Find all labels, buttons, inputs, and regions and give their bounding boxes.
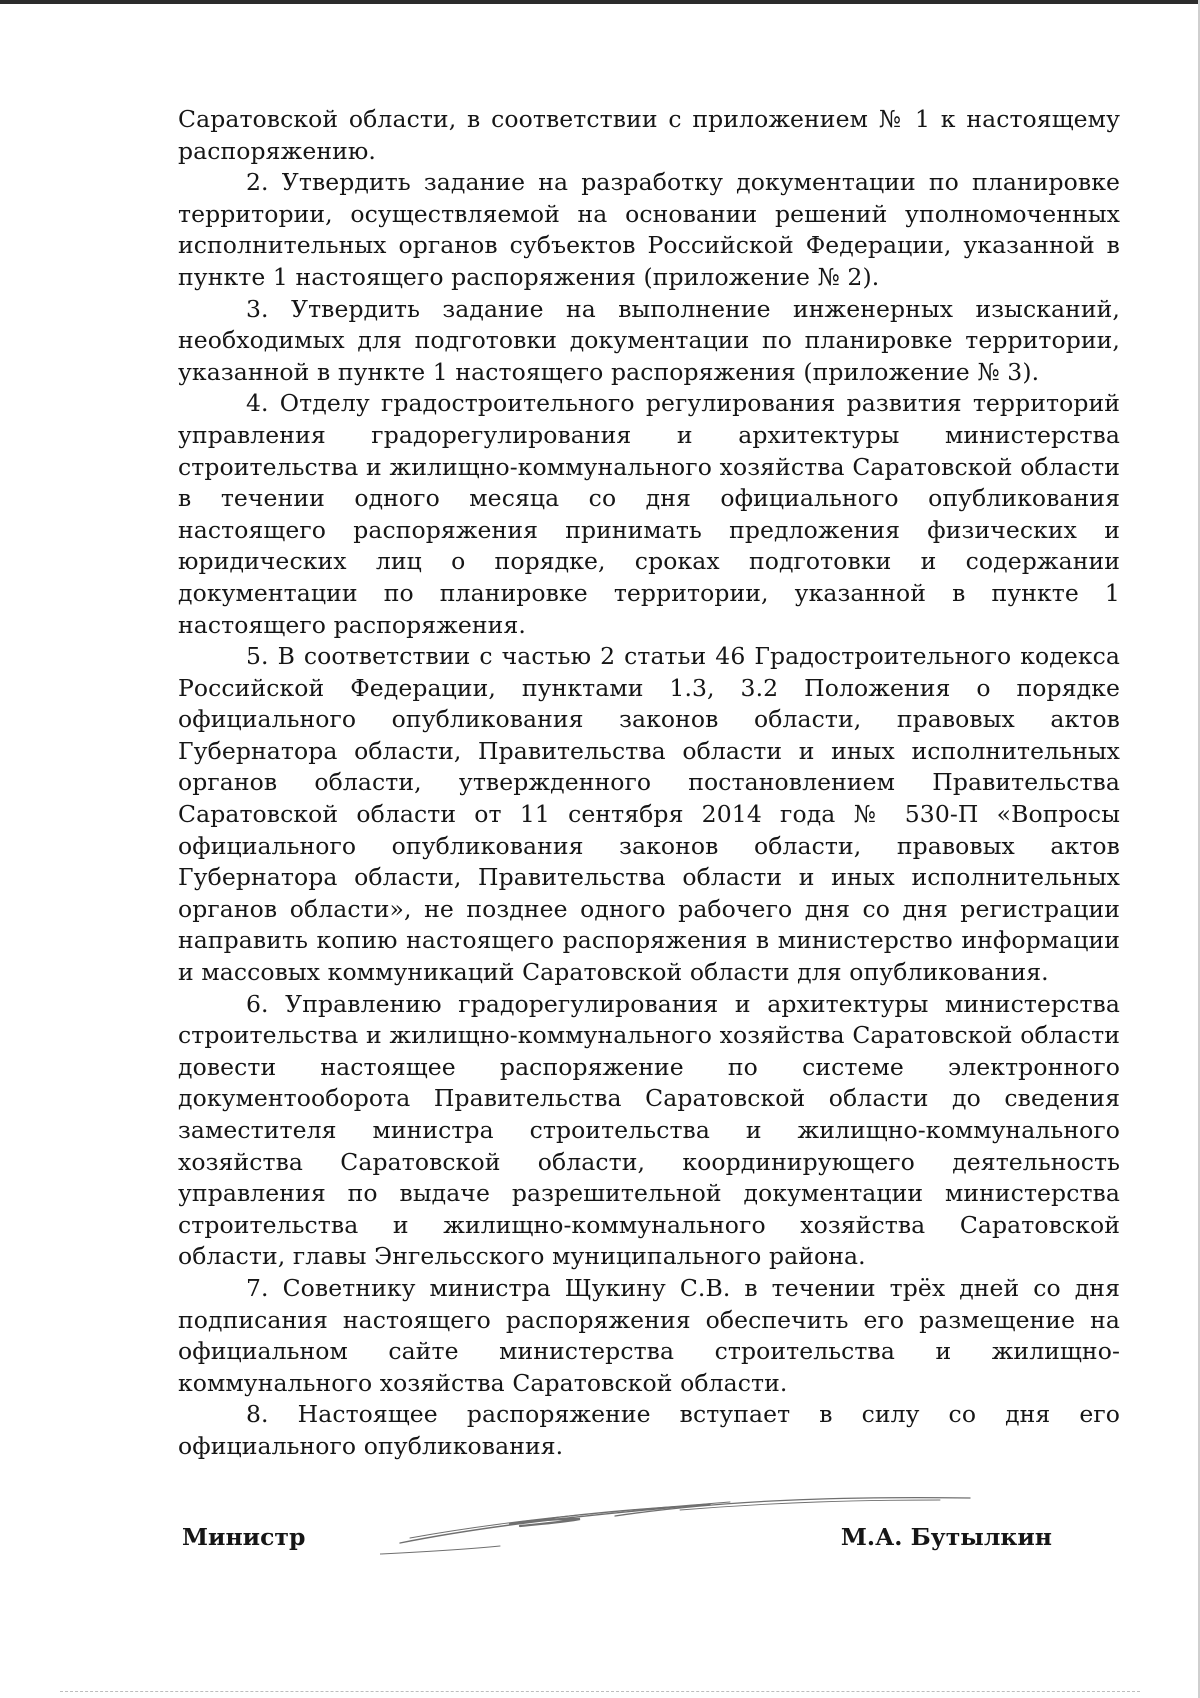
paragraph-item-5: 5. В соответствии с частью 2 статьи 46 Градостроительного кодекса Российской Федерации, пунктами 1.3, 3.2 Положения о порядке официального опубликования законов области, правовых актов Губернатора области, Правительства области и иных исполнительных органов области, утвержденного постановлением Правительства Саратовской области от 11 сентября 2014 года № 530-П «Вопросы официального опубликования законов области, правовых актов Губернатора области, Правительства области и иных исполнительных органов области», не позднее одного рабочего дня со дня регистрации направить копию настоящего распоряжения в министерство информации и массовых коммуникаций Саратовской области для опубликования. xyxy=(178,642,1120,987)
paragraph-1-continuation: Саратовской области, в соответствии с приложением № 1 к настоящему распоряжению. xyxy=(178,105,1120,165)
paragraph-item-6: 6. Управлению градорегулирования и архитектуры министерства строительства и жилищно-коммунального хозяйства Саратовской области довести настоящее распоряжение по системе электронного документооборота Правительства Саратовской области до сведения заместителя министра строительства и жилищно-коммунального хозяйства Саратовской области, координирующего деятельность управления по выдаче разрешительной документации министерства строительства и жилищно-коммунального хозяйства Саратовской области, главы Энгельсского муниципального района. xyxy=(178,989,1120,1271)
scan-edge-top xyxy=(0,0,1200,4)
document-body xyxy=(178,104,1120,1463)
paragraph-item-2: 2. Утвердить задание на разработку документации по планировке территории, осуществляемой на основании решений уполномоченных исполнительных органов субъектов Российской Федерации, указанной в пункте 1 настоящего распоряжения (приложение № 2). xyxy=(178,168,1120,291)
paragraph-item-4: 4. Отделу градостроительного регулирования развития территорий управления градорегулирования и архитектуры министерства строительства и жилищно-коммунального хозяйства Саратовской области в течении одного месяца со дня официального опубликования настоящего распоряжения принимать предложения физических и юридических лиц о порядке, сроках подготовки и содержании документации по планировке территории, указанной в пункте 1 настоящего распоряжения. xyxy=(178,389,1120,639)
signatory-title: Министр xyxy=(182,1523,306,1551)
paragraph-item-8: 8. Настоящее распоряжение вступает в силу со дня его официального опубликования. xyxy=(178,1400,1120,1460)
paragraph-item-3: 3. Утвердить задание на выполнение инженерных изысканий, необходимых для подготовки документации по планировке территории, указанной в пункте 1 настоящего распоряжения (приложение № 3). xyxy=(178,294,1120,386)
scan-edge-bottom xyxy=(60,1691,1140,1692)
paragraph-item-7: 7. Советнику министра Щукину С.В. в течении трёх дней со дня подписания настоящего распоряжения обеспечить его размещение на официальном сайте министерства строительства и жилищно-коммунального хозяйства Саратовской области. xyxy=(178,1273,1120,1397)
signatory-name: М.А. Бутылкин xyxy=(840,1523,1052,1551)
signature-block xyxy=(182,1515,1052,1555)
